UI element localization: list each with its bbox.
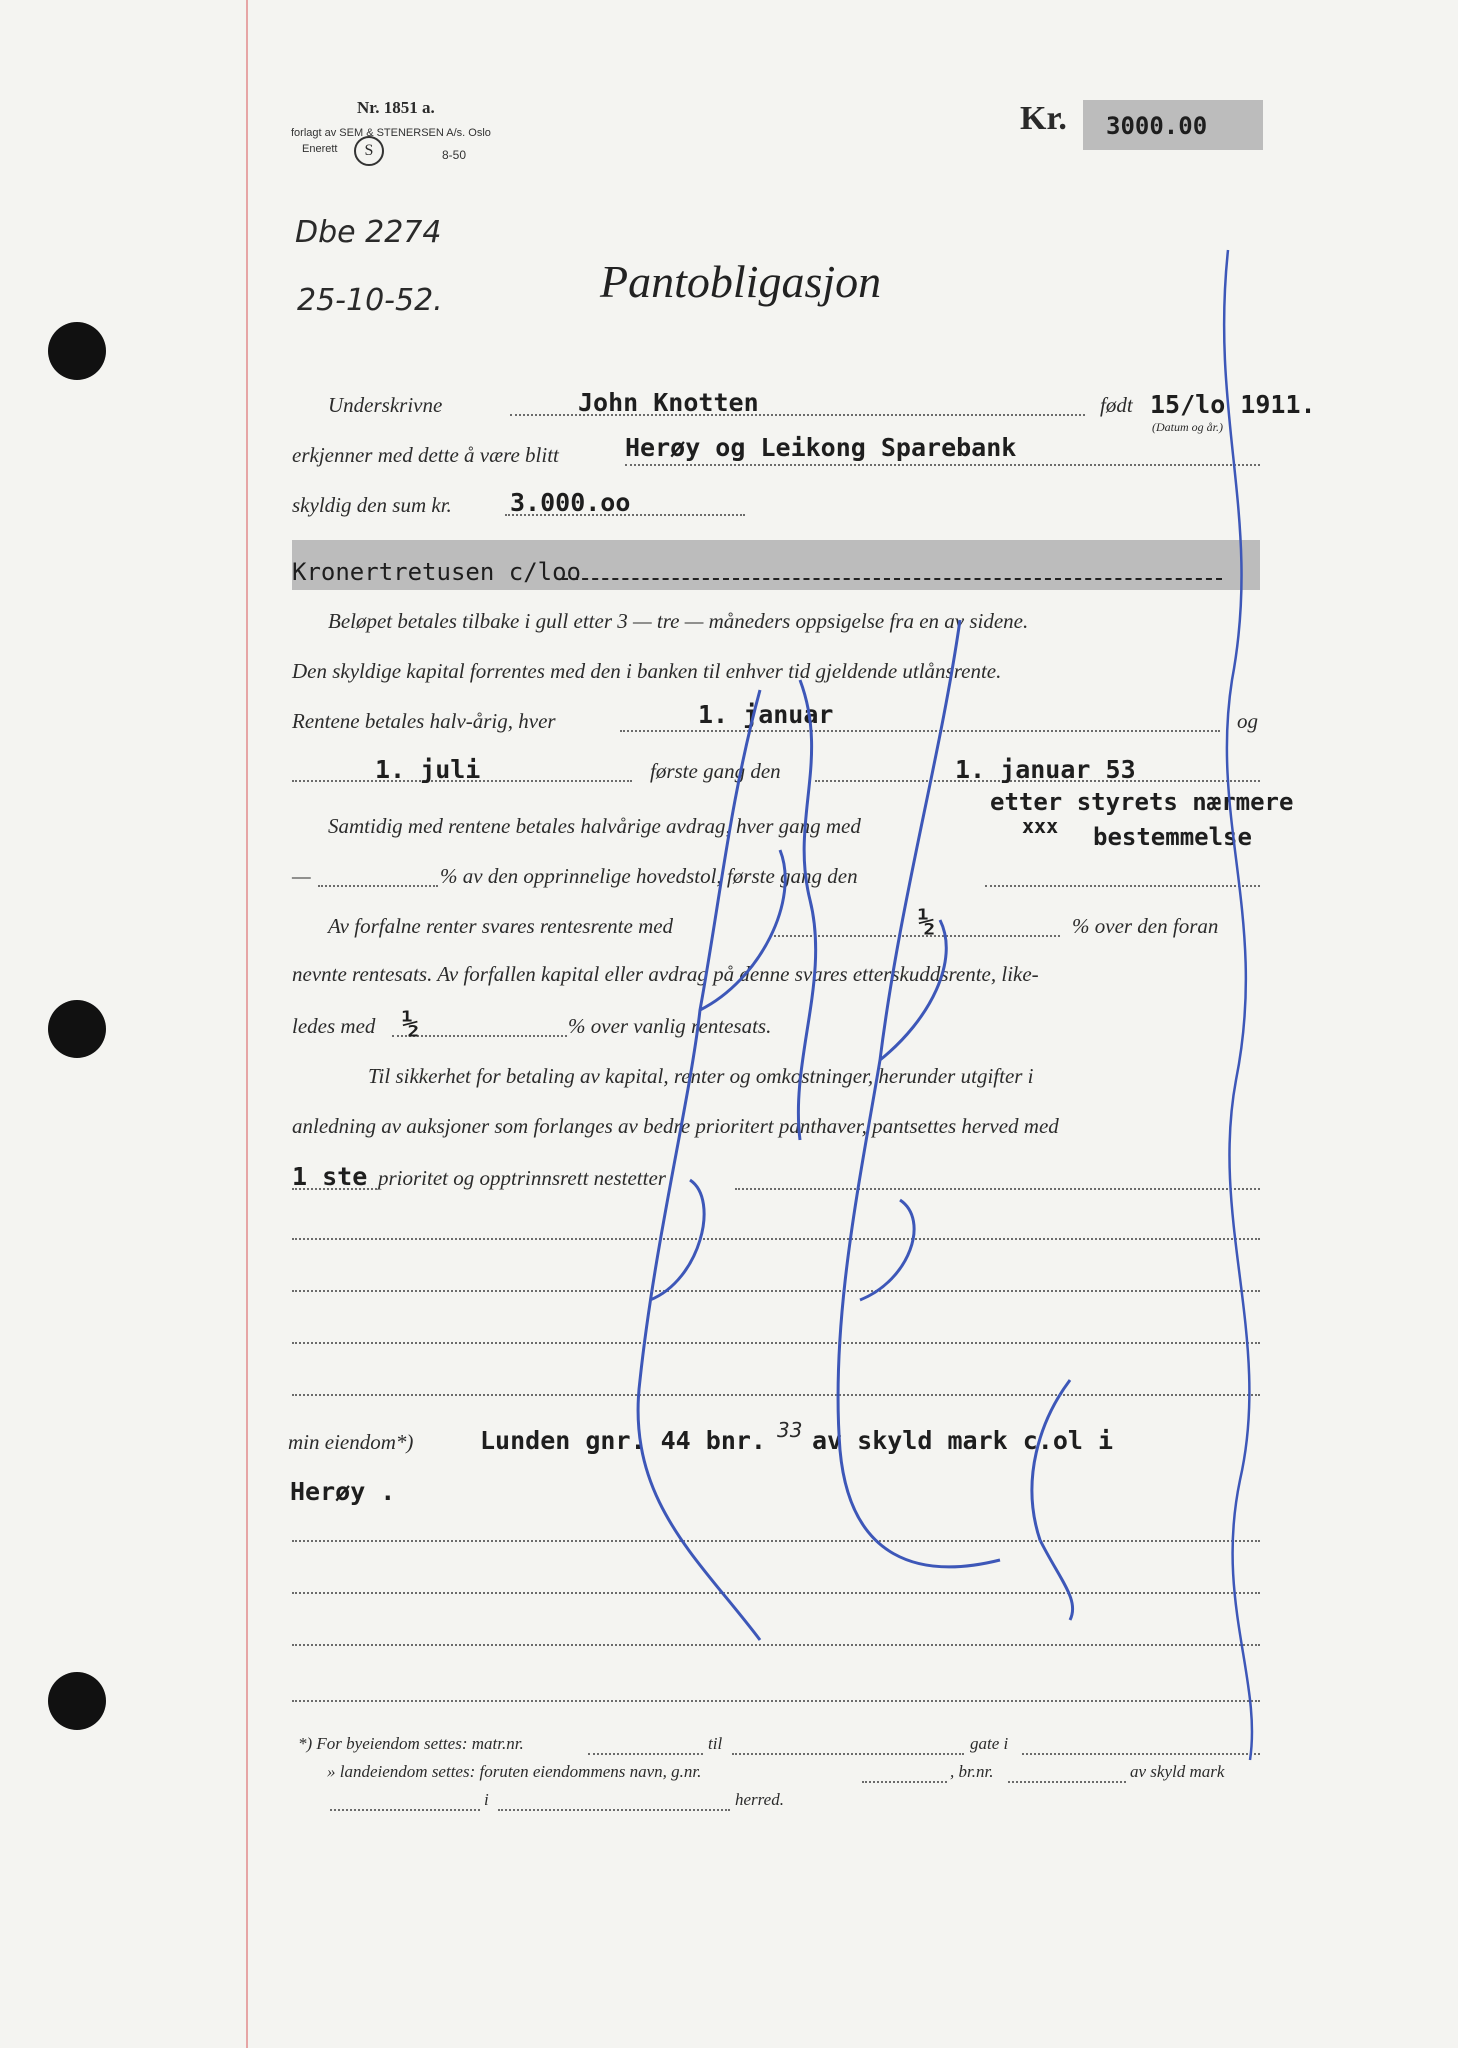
overdue-suffix: % over den foran bbox=[1072, 914, 1219, 938]
interest-date1: 1. januar bbox=[698, 700, 834, 729]
overdue-line2: nevnte rentesats. Av forfallen kapital eller avdrag på denne svares etterskuddsrente, like- bbox=[292, 962, 1039, 986]
terms-line1: Beløpet betales tilbake i gull etter 3 — tre — måneders oppsigelse fra en av sidene. bbox=[328, 609, 1029, 633]
footnote-herred: herred. bbox=[735, 1790, 784, 1809]
footnote-brnr: , br.nr. bbox=[950, 1762, 994, 1781]
born-date: 15/lo 1911. bbox=[1150, 390, 1316, 419]
interest-og: og bbox=[1237, 709, 1258, 733]
born-hint: (Datum og år.) bbox=[1152, 420, 1223, 434]
interest-label: Rentene betales halv-årig, hver bbox=[292, 709, 556, 733]
installment-value: etter styrets nærmere bbox=[990, 788, 1294, 816]
sum-words: Kronertretusen c/loo bbox=[292, 558, 581, 586]
registration-date: 25-10-52. bbox=[297, 283, 443, 318]
footnote-til: til bbox=[708, 1734, 723, 1753]
overdue-label: Av forfalne renter svares rentesrente med bbox=[328, 914, 674, 938]
signer-name: John Knotten bbox=[578, 388, 759, 417]
signature-stroke-3 bbox=[798, 680, 1072, 1620]
property-label: min eiendom*) bbox=[288, 1430, 414, 1454]
overdue-line3-value: ½ bbox=[402, 1007, 419, 1040]
edition: 8-50 bbox=[442, 148, 467, 162]
amount-prefix: Kr. bbox=[1020, 100, 1067, 137]
signer-label: Underskrivne bbox=[328, 393, 443, 417]
installment-xxx: xxx bbox=[1022, 814, 1059, 838]
footnote-gate: gate i bbox=[970, 1734, 1009, 1753]
security-line2: anledning av auksjoner som forlanges av bedre prioritert panthaver, pantsettes herved med bbox=[292, 1114, 1059, 1138]
born-label: født bbox=[1100, 393, 1133, 417]
overdue-value: ½ bbox=[918, 905, 935, 938]
terms-line2: Den skyldige kapital forrentes med den i banken til enhver tid gjeldende utlånsrente. bbox=[292, 659, 1002, 683]
footnote-line2-prefix: » landeiendom settes: foruten eiendommens navn, g.nr. bbox=[327, 1762, 702, 1781]
property-line2: Herøy . bbox=[290, 1477, 396, 1506]
overdue-line3-suffix: % over vanlig rentesats. bbox=[568, 1014, 772, 1038]
wavy-margin-line bbox=[1224, 250, 1252, 1760]
percent-dash: — bbox=[292, 864, 311, 888]
interest-date2: 1. juli bbox=[375, 755, 481, 784]
installment-value2: bestemmelse bbox=[1093, 823, 1252, 851]
property-value-rest: av skyld mark c.ol i bbox=[812, 1426, 1114, 1455]
registration-number: Dbe 2274 bbox=[295, 215, 442, 250]
first-date: 1. januar 53 bbox=[955, 755, 1136, 784]
creditor-name: Herøy og Leikong Sparebank bbox=[625, 433, 1017, 462]
footnote-i: i bbox=[484, 1790, 489, 1809]
property-value: Lunden gnr. 44 bnr. bbox=[480, 1426, 766, 1455]
percent-label: % av den opprinnelige hovedstol, første gang den bbox=[440, 864, 858, 888]
sum-label: skyldig den sum kr. bbox=[292, 493, 452, 517]
property-bnr: 33 bbox=[777, 1418, 803, 1442]
publisher-seal: S bbox=[354, 136, 384, 166]
first-label: første gang den bbox=[650, 759, 781, 783]
footnote-line1-prefix: *) For byeiendom settes: matr.nr. bbox=[298, 1734, 524, 1753]
form-number: Nr. 1851 a. bbox=[357, 98, 435, 117]
publisher-rights: Enerett bbox=[302, 143, 338, 155]
signature-stroke-1 bbox=[638, 690, 785, 1640]
priority-value: 1 ste bbox=[292, 1162, 368, 1191]
signature-stroke-2 bbox=[838, 620, 1000, 1567]
installment-label: Samtidig med rentene betales halvårige avdrag, hver gang med bbox=[328, 814, 861, 838]
creditor-label: erkjenner med dette å være blitt bbox=[292, 443, 559, 467]
sum-value: 3.000.oo bbox=[510, 488, 631, 517]
footnote-skyld: av skyld mark bbox=[1130, 1762, 1225, 1781]
security-line1: Til sikkerhet for betaling av kapital, renter og omkostninger, herunder utgifter i bbox=[368, 1064, 1034, 1088]
overdue-line3-prefix: ledes med bbox=[292, 1014, 376, 1038]
publisher-line: forlagt av SEM & STENERSEN A/s. Oslo bbox=[291, 127, 491, 139]
priority-label: prioritet og opptrinnsrett nestetter bbox=[378, 1166, 666, 1190]
amount-value: 3000.00 bbox=[1106, 112, 1208, 140]
document-title: Pantobligasjon bbox=[600, 256, 882, 307]
